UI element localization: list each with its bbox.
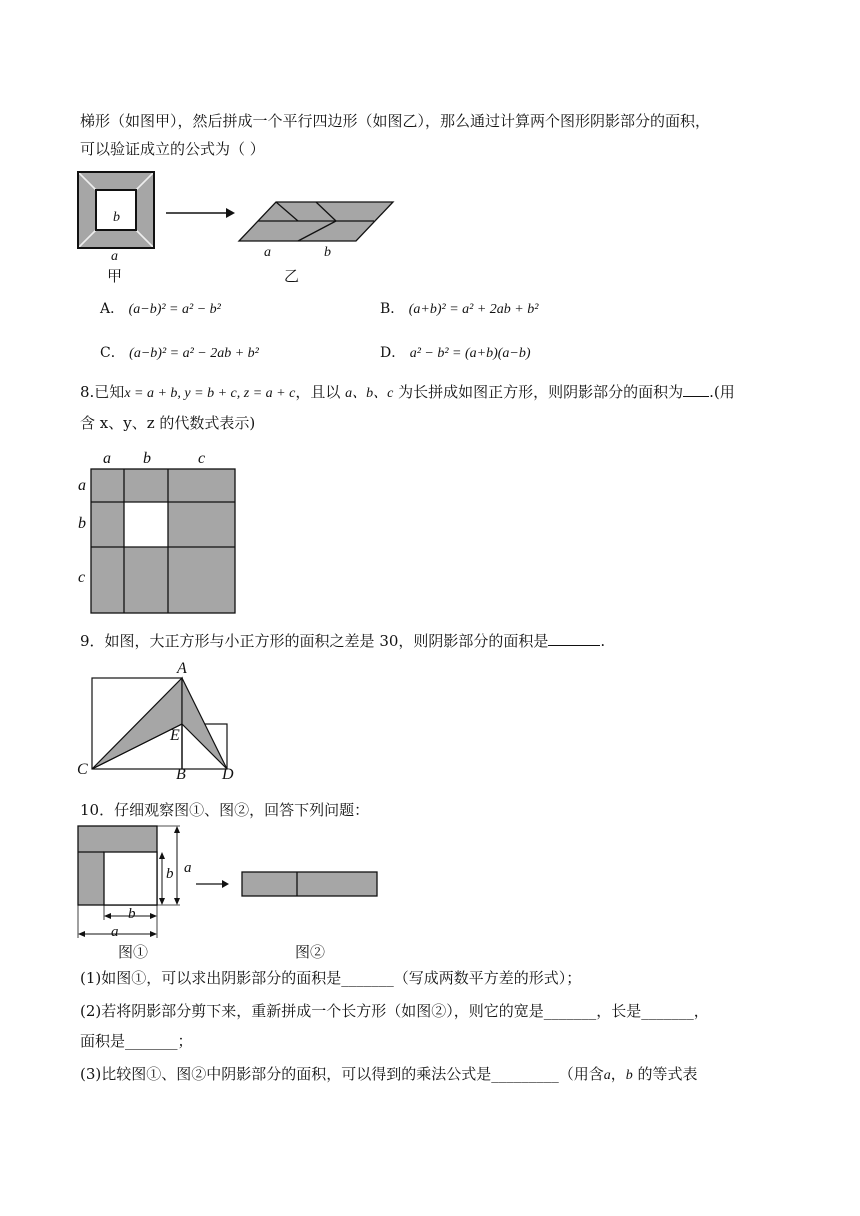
q8-vars: a、b、c	[345, 386, 394, 401]
q7-yi-label-a: a	[264, 245, 271, 260]
q7-yi-label-b: b	[324, 245, 331, 260]
q7-jia-label-b: b	[113, 210, 120, 225]
q7-text-line2: 可以验证成立的公式为（ ）	[80, 140, 265, 158]
q8-top-label-a: a	[103, 450, 111, 467]
q7-option-b-formula: (a+b)² = a² + 2ab + b²	[408, 302, 539, 317]
q9-label-d: D	[222, 766, 234, 783]
q8-left-label-c: c	[78, 569, 86, 586]
q9-label-c: C	[77, 761, 88, 778]
q8-left-label-a: a	[78, 477, 86, 494]
q7-text-line1: 梯形（如图甲），然后拼成一个平行四边形（如图乙），那么通过计算两个图形阴影部分的面积，	[80, 112, 711, 130]
q8-answer-blank[interactable]	[683, 382, 709, 397]
q10-part3	[80, 1063, 698, 1087]
q7-jia-caption: 甲	[107, 267, 123, 285]
q7-option-a[interactable]	[100, 298, 221, 318]
q8-text-line2: 含 x、y、z 的代数式表示)	[80, 414, 256, 432]
q10-fig1-label-a-bottom: a	[111, 924, 119, 940]
q7-option-d-formula: a² − b² = (a+b)(a−b)	[409, 346, 531, 361]
q9-label-b: B	[176, 766, 186, 783]
arrow-right-icon	[196, 878, 230, 890]
q7-option-d-key: D．	[380, 345, 406, 361]
q8-top-label-c: c	[198, 450, 206, 467]
q10-intro: 10．仔细观察图①、图②，回答下列问题：	[80, 801, 370, 819]
arrow-right-icon	[166, 206, 236, 220]
q7-yi-caption: 乙	[284, 267, 300, 285]
q10-figure-1	[76, 824, 202, 942]
q10-fig1-label-a-right: a	[184, 860, 192, 876]
q10-fig1-caption: 图①	[118, 943, 149, 961]
q8-figure-square	[90, 468, 237, 615]
q7-option-c-formula: (a−b)² = a² − 2ab + b²	[129, 346, 259, 361]
q10-figure-2	[240, 870, 380, 898]
q8-left-label-b: b	[78, 515, 86, 532]
q7-option-b-key: B．	[380, 301, 405, 317]
q7-option-a-formula: (a−b)² = a² − b²	[128, 302, 221, 317]
q9-text	[80, 630, 605, 652]
q10-part3-var-a: a	[603, 1068, 611, 1083]
q7-option-a-key: A．	[100, 301, 125, 317]
q8-suffix: 为长拼成如图正方形，则阴影部分的面积为	[393, 383, 684, 401]
q9-text-main: 9．如图，大正方形与小正方形的面积之差是 30，则阴影部分的面积是	[80, 632, 549, 650]
q9-figure	[88, 674, 234, 774]
q8-prefix: 8.已知	[80, 383, 125, 401]
q7-option-c-key: C．	[100, 345, 125, 361]
q8-end: .(用	[709, 383, 735, 401]
q8-text-line1	[80, 381, 735, 405]
q10-part3-comma: ，	[610, 1065, 626, 1083]
q9-label-e: E	[170, 727, 180, 744]
q7-option-b[interactable]	[380, 298, 538, 318]
q8-definitions: x = a + b, y = b + c, z = a + c	[124, 386, 296, 401]
q10-fig2-caption: 图②	[295, 943, 326, 961]
q10-part3-suffix: 的等式表	[632, 1065, 698, 1083]
q10-fig1-label-b-bottom: b	[128, 906, 136, 922]
q8-top-label-b: b	[143, 450, 151, 467]
q7-option-c[interactable]	[100, 342, 259, 362]
q7-figure-yi	[236, 198, 396, 244]
q10-part1: (1)如图①，可以求出阴影部分的面积是_______（写成两数平方差的形式）；	[80, 969, 582, 987]
q7-option-d[interactable]	[380, 342, 531, 362]
q9-label-a: A	[177, 660, 187, 677]
q8-mid: ，且以	[295, 383, 346, 401]
q10-part2-line1: (2)若将阴影部分剪下来，重新拼成一个长方形（如图②），则它的宽是_______，长是_______，	[80, 1002, 709, 1020]
q7-jia-label-a: a	[111, 249, 118, 264]
q9-answer-blank[interactable]	[548, 631, 600, 646]
q10-part3-prefix: (3)比较图①、图②中阴影部分的面积，可以得到的乘法公式是_________（用含	[80, 1065, 604, 1083]
q10-part3-var-b: b	[625, 1068, 633, 1083]
q9-text-end: .	[600, 632, 606, 650]
q10-part2-line2: 面积是_______；	[80, 1032, 193, 1050]
q10-fig1-label-b-right: b	[166, 866, 174, 882]
